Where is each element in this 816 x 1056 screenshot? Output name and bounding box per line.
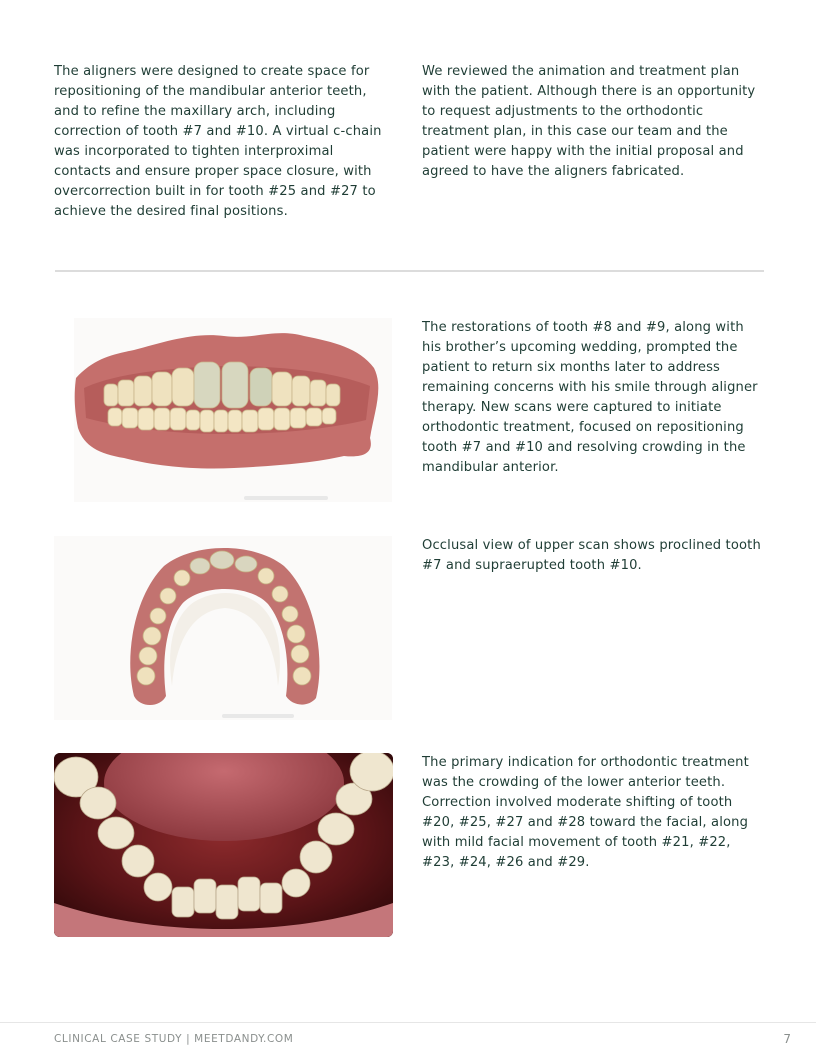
intro-left-paragraph: The aligners were designed to create space for repositioning of the mandibular anterior teeth, and to refine the maxillary arch, including correction of tooth #7 and #10. A virtual c-chain was incorporated to tighten interproximal contacts and ensure proper space closure, with overcorrection built in for tooth #25 and #27 to achieve the desired final positions.: [54, 64, 382, 219]
section-3-text: The primary indication for orthodontic treatment was the crowding of the lower anterior teeth. Correction involved moderate shifting of tooth #20, #25, #27 and #28 toward the facial, along with mild facial movement of tooth #21, #22, #23, #24, #26 and #29.: [422, 755, 749, 870]
section-1-text: The restorations of tooth #8 and #9, along with his brother’s upcoming wedding, prompted the patient to return six months later to address remaining concerns with his smile through aligner therapy. New scans were captured to initiate orthodontic treatment, focused on repositioning tooth #7 and #10 and resolving crowding in the mandibular anterior.: [422, 320, 758, 475]
lower-arch-photo: [54, 753, 393, 937]
frontal-scan-image: [74, 318, 392, 502]
section-divider: [55, 270, 764, 272]
intro-right-paragraph: We reviewed the animation and treatment plan with the patient. Although there is an opportunity to request adjustments to the orthodontic treatment plan, in this case our team and the patient were happy with the initial proposal and agreed to have the aligners fabricated.: [422, 64, 756, 179]
footer-divider: [0, 1022, 816, 1023]
occlusal-scan-image: [54, 536, 392, 720]
page-number: 7: [783, 1032, 791, 1046]
section-2-text: Occlusal view of upper scan shows proclined tooth #7 and supraerupted tooth #10.: [422, 538, 761, 573]
footer-label: CLINICAL CASE STUDY | MEETDANDY.COM: [54, 1033, 294, 1045]
